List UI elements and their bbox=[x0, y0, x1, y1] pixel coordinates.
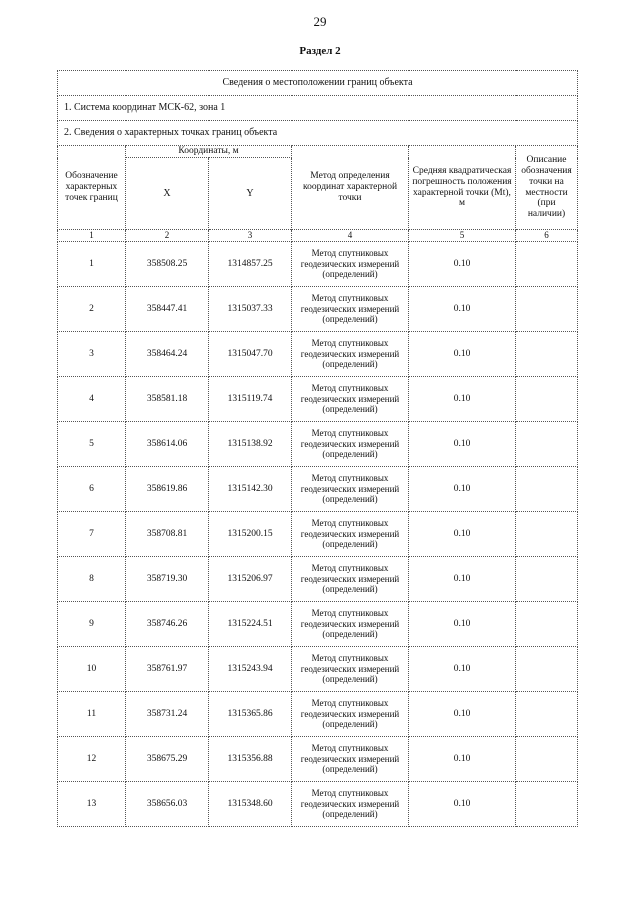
table-title-row bbox=[58, 71, 578, 96]
point-id-cell: 8 bbox=[58, 557, 126, 602]
page-number: 29 bbox=[313, 14, 327, 29]
x-coordinate-cell: 358614.06 bbox=[126, 422, 209, 467]
table-row bbox=[58, 692, 578, 737]
method-cell: Метод спутниковых геодезических измерений (определений) bbox=[292, 422, 409, 467]
point-id-cell: 10 bbox=[58, 647, 126, 692]
description-cell bbox=[516, 692, 578, 737]
x-coordinate-cell: 358761.97 bbox=[126, 647, 209, 692]
header-point: Обозначение характерных точек границ bbox=[58, 146, 126, 230]
column-number: 3 bbox=[209, 230, 292, 242]
point-id-cell: 5 bbox=[58, 422, 126, 467]
header-desc: Описание обозначения точки на местности (при наличии) bbox=[516, 146, 578, 230]
y-coordinate-cell: 1315243.94 bbox=[209, 647, 292, 692]
x-coordinate-cell: 358464.24 bbox=[126, 332, 209, 377]
x-coordinate-cell: 358675.29 bbox=[126, 737, 209, 782]
boundary-points-table bbox=[57, 70, 578, 827]
table-title: Сведения о местоположении границ объекта bbox=[58, 71, 578, 96]
error-cell: 0.10 bbox=[409, 467, 516, 512]
y-coordinate-cell: 1315119.74 bbox=[209, 377, 292, 422]
error-cell: 0.10 bbox=[409, 782, 516, 827]
error-cell: 0.10 bbox=[409, 692, 516, 737]
description-cell bbox=[516, 377, 578, 422]
x-coordinate-cell: 358508.25 bbox=[126, 242, 209, 287]
description-cell bbox=[516, 332, 578, 377]
table-body bbox=[58, 71, 578, 827]
error-cell: 0.10 bbox=[409, 512, 516, 557]
point-id-cell: 4 bbox=[58, 377, 126, 422]
point-id-cell: 9 bbox=[58, 602, 126, 647]
method-cell: Метод спутниковых геодезических измерений (определений) bbox=[292, 287, 409, 332]
description-cell bbox=[516, 467, 578, 512]
column-number: 5 bbox=[409, 230, 516, 242]
y-coordinate-cell: 1315138.92 bbox=[209, 422, 292, 467]
error-cell: 0.10 bbox=[409, 557, 516, 602]
y-coordinate-cell: 1315206.97 bbox=[209, 557, 292, 602]
method-cell: Метод спутниковых геодезических измерений (определений) bbox=[292, 602, 409, 647]
point-id-cell: 7 bbox=[58, 512, 126, 557]
table-row bbox=[58, 467, 578, 512]
point-id-cell: 2 bbox=[58, 287, 126, 332]
point-id-cell: 11 bbox=[58, 692, 126, 737]
description-cell bbox=[516, 512, 578, 557]
error-cell: 0.10 bbox=[409, 422, 516, 467]
y-coordinate-cell: 1315142.30 bbox=[209, 467, 292, 512]
table-row bbox=[58, 287, 578, 332]
point-id-cell: 3 bbox=[58, 332, 126, 377]
method-cell: Метод спутниковых геодезических измерений (определений) bbox=[292, 692, 409, 737]
table-row bbox=[58, 512, 578, 557]
header-coords: Координаты, м bbox=[126, 146, 292, 158]
description-cell bbox=[516, 242, 578, 287]
point-id-cell: 13 bbox=[58, 782, 126, 827]
point-id-cell: 6 bbox=[58, 467, 126, 512]
x-coordinate-cell: 358656.03 bbox=[126, 782, 209, 827]
table-row bbox=[58, 647, 578, 692]
method-cell: Метод спутниковых геодезических измерений (определений) bbox=[292, 782, 409, 827]
header-y: Y bbox=[209, 158, 292, 230]
column-number: 4 bbox=[292, 230, 409, 242]
points-info-row bbox=[58, 121, 578, 146]
coordinate-system-text: 1. Система координат МСК-62, зона 1 bbox=[58, 96, 578, 121]
y-coordinate-cell: 1314857.25 bbox=[209, 242, 292, 287]
description-cell bbox=[516, 557, 578, 602]
description-cell bbox=[516, 737, 578, 782]
error-cell: 0.10 bbox=[409, 242, 516, 287]
method-cell: Метод спутниковых геодезических измерений (определений) bbox=[292, 737, 409, 782]
header-x: X bbox=[126, 158, 209, 230]
x-coordinate-cell: 358581.18 bbox=[126, 377, 209, 422]
y-coordinate-cell: 1315224.51 bbox=[209, 602, 292, 647]
y-coordinate-cell: 1315348.60 bbox=[209, 782, 292, 827]
table-row bbox=[58, 422, 578, 467]
y-coordinate-cell: 1315200.15 bbox=[209, 512, 292, 557]
column-number-row bbox=[58, 230, 578, 242]
y-coordinate-cell: 1315365.86 bbox=[209, 692, 292, 737]
description-cell bbox=[516, 422, 578, 467]
points-info-text: 2. Сведения о характерных точках границ объекта bbox=[58, 121, 578, 146]
description-cell bbox=[516, 602, 578, 647]
section-title: Раздел 2 bbox=[299, 45, 341, 57]
error-cell: 0.10 bbox=[409, 602, 516, 647]
method-cell: Метод спутниковых геодезических измерений (определений) bbox=[292, 242, 409, 287]
table-row bbox=[58, 557, 578, 602]
header-error: Средняя квадратическая погрешность положения характерной точки (Mt), м bbox=[409, 146, 516, 230]
y-coordinate-cell: 1315047.70 bbox=[209, 332, 292, 377]
table-row bbox=[58, 737, 578, 782]
header-row-1 bbox=[58, 146, 578, 158]
method-cell: Метод спутниковых геодезических измерений (определений) bbox=[292, 647, 409, 692]
table-row bbox=[58, 782, 578, 827]
x-coordinate-cell: 358708.81 bbox=[126, 512, 209, 557]
x-coordinate-cell: 358619.86 bbox=[126, 467, 209, 512]
table-row bbox=[58, 602, 578, 647]
point-id-cell: 12 bbox=[58, 737, 126, 782]
error-cell: 0.10 bbox=[409, 737, 516, 782]
error-cell: 0.10 bbox=[409, 287, 516, 332]
method-cell: Метод спутниковых геодезических измерений (определений) bbox=[292, 557, 409, 602]
method-cell: Метод спутниковых геодезических измерений (определений) bbox=[292, 332, 409, 377]
header-method: Метод определения координат характерной точки bbox=[292, 146, 409, 230]
error-cell: 0.10 bbox=[409, 332, 516, 377]
x-coordinate-cell: 358731.24 bbox=[126, 692, 209, 737]
table-row bbox=[58, 332, 578, 377]
column-number: 2 bbox=[126, 230, 209, 242]
method-cell: Метод спутниковых геодезических измерений (определений) bbox=[292, 467, 409, 512]
x-coordinate-cell: 358719.30 bbox=[126, 557, 209, 602]
x-coordinate-cell: 358746.26 bbox=[126, 602, 209, 647]
y-coordinate-cell: 1315037.33 bbox=[209, 287, 292, 332]
column-number: 1 bbox=[58, 230, 126, 242]
table-row bbox=[58, 377, 578, 422]
point-id-cell: 1 bbox=[58, 242, 126, 287]
coordinate-system-row bbox=[58, 96, 578, 121]
description-cell bbox=[516, 782, 578, 827]
description-cell bbox=[516, 647, 578, 692]
method-cell: Метод спутниковых геодезических измерений (определений) bbox=[292, 512, 409, 557]
method-cell: Метод спутниковых геодезических измерений (определений) bbox=[292, 377, 409, 422]
table-row bbox=[58, 242, 578, 287]
x-coordinate-cell: 358447.41 bbox=[126, 287, 209, 332]
error-cell: 0.10 bbox=[409, 647, 516, 692]
y-coordinate-cell: 1315356.88 bbox=[209, 737, 292, 782]
column-number: 6 bbox=[516, 230, 578, 242]
description-cell bbox=[516, 287, 578, 332]
error-cell: 0.10 bbox=[409, 377, 516, 422]
